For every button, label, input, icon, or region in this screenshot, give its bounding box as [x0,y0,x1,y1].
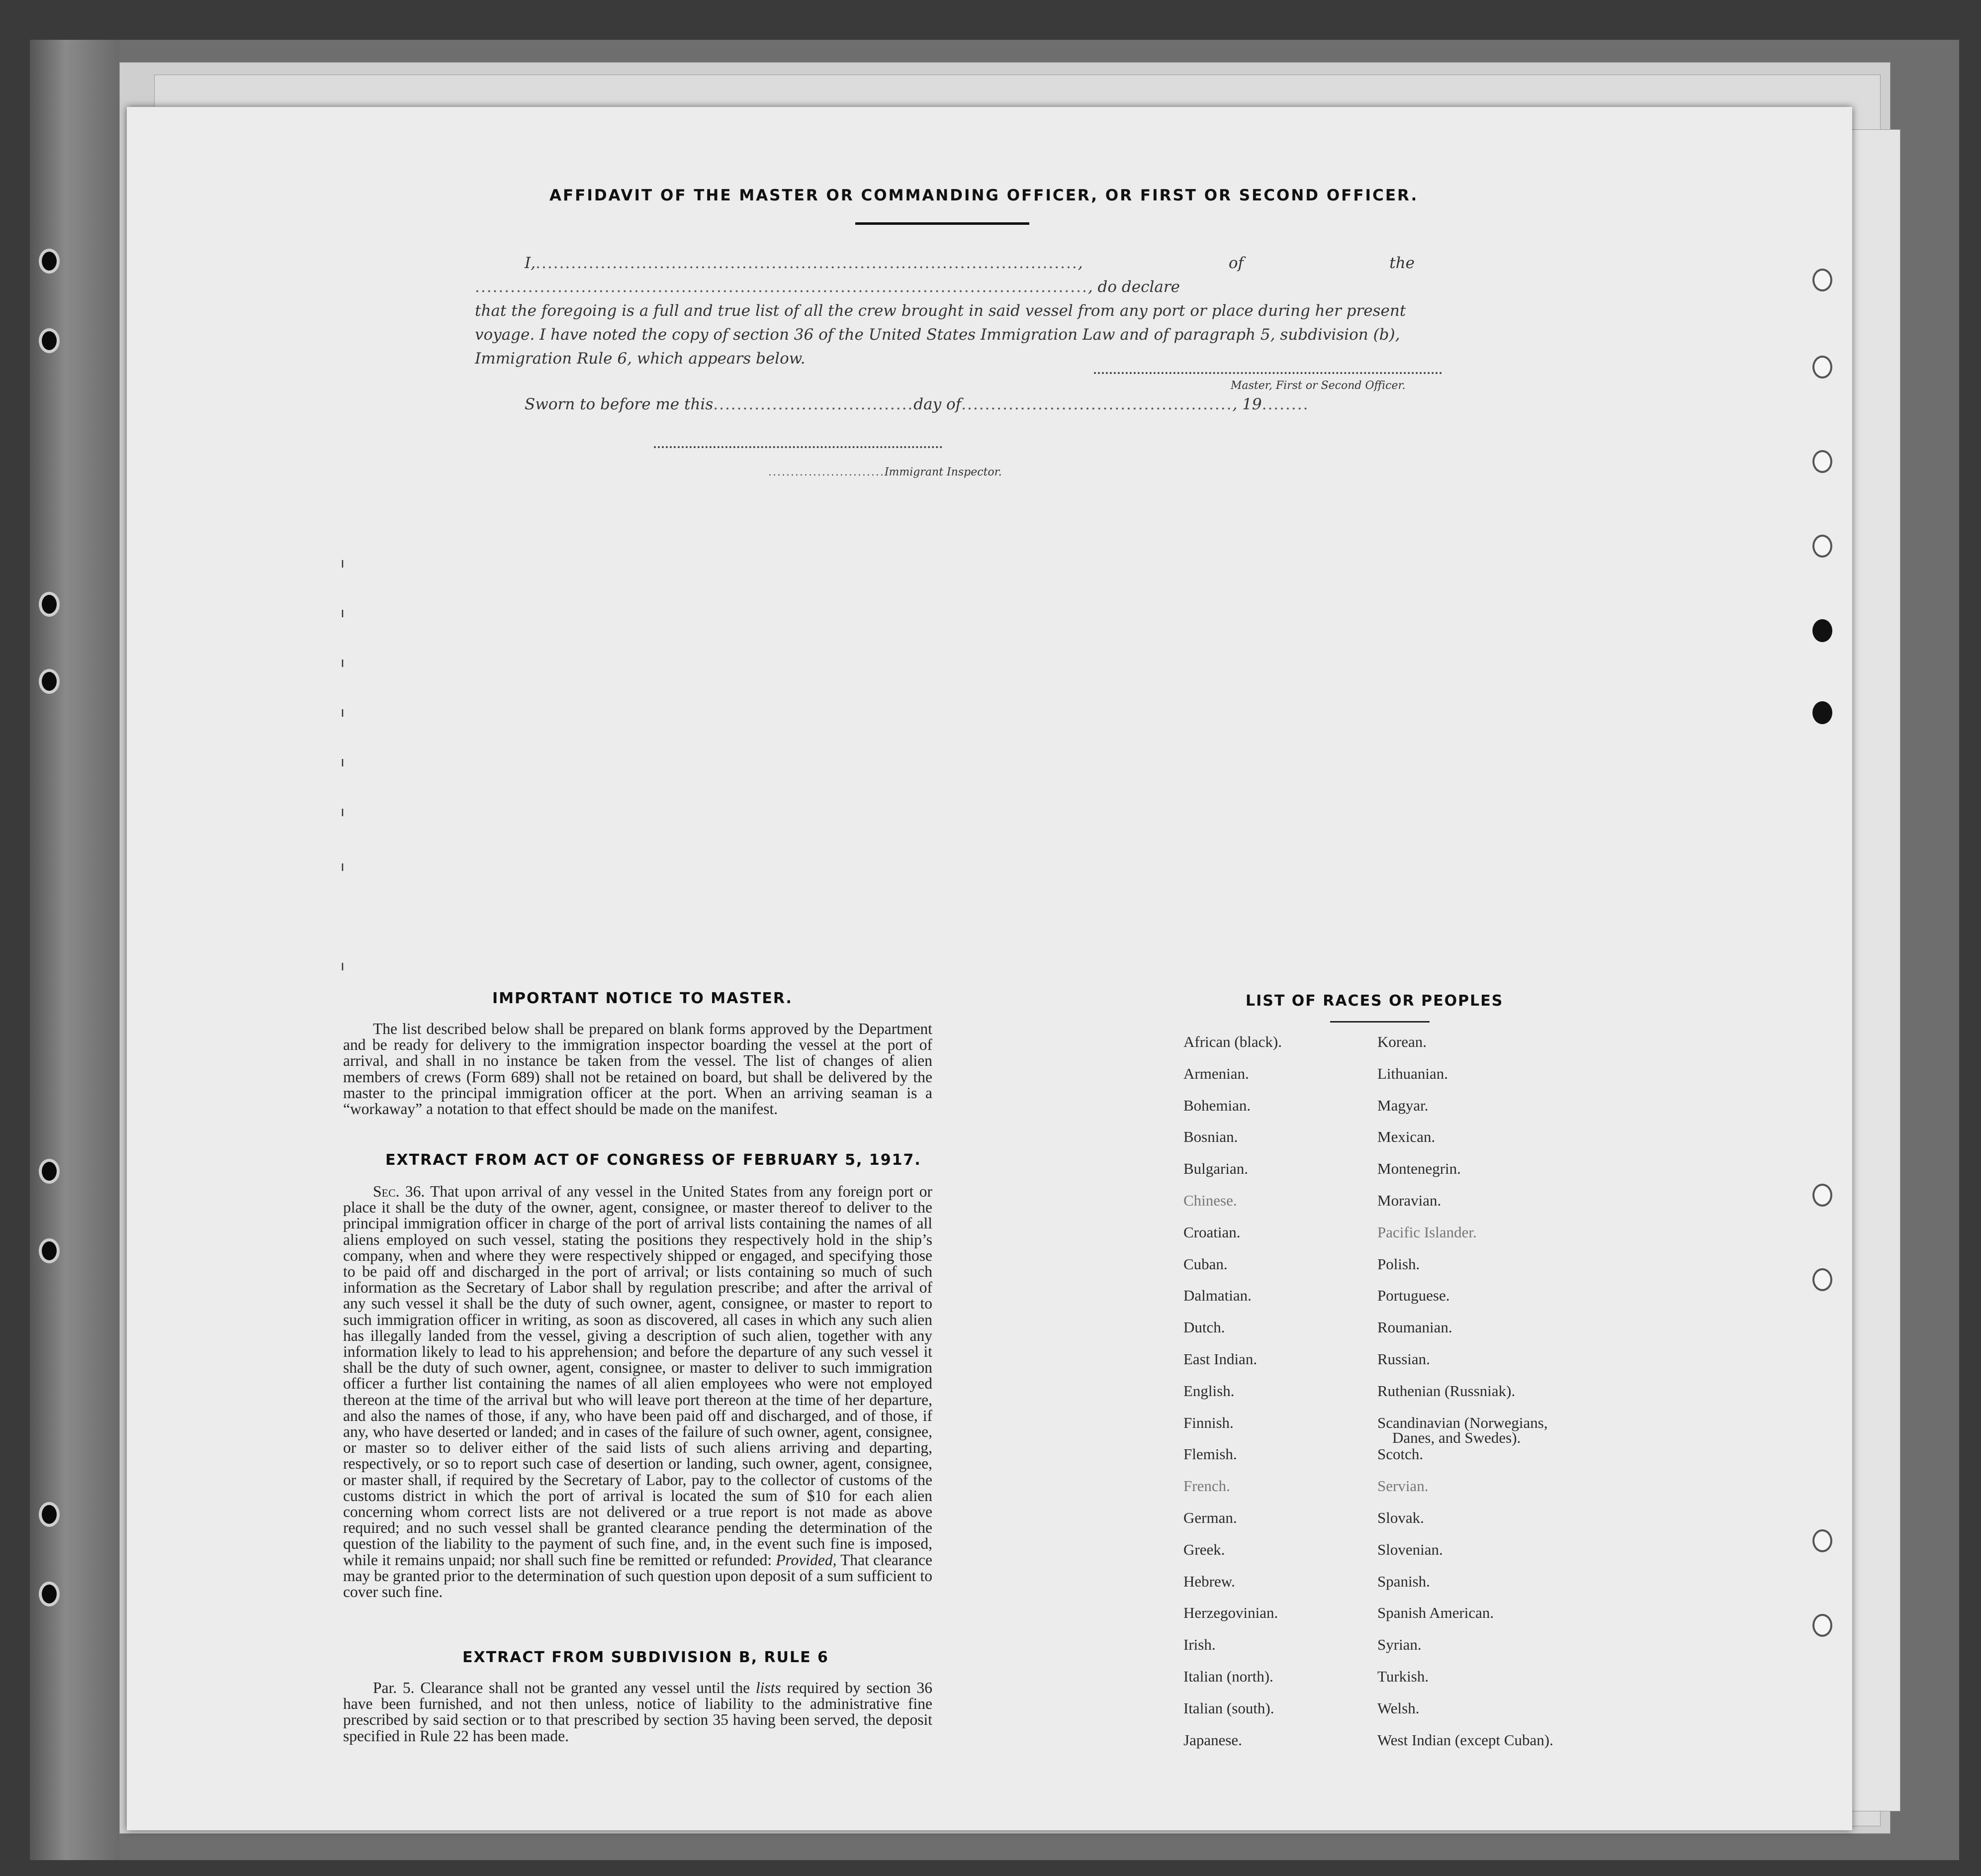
race-item: Dutch. [1183,1318,1225,1336]
name-blank: ............................................................................................ [536,254,1078,272]
affidavit-line3: voyage. I have noted the copy of section 36 of the United States Immigration Law and of paragraph 5, subdivision (b), [475,326,1400,344]
race-item: Portuguese. [1377,1287,1450,1305]
title-underline [855,222,1029,225]
race-item: Ruthenian (Russniak). [1377,1382,1516,1400]
vessel-blank: ........................................................................................................ [475,278,1088,296]
notice-title: IMPORTANT NOTICE TO MASTER. [492,990,793,1007]
crew-manifest-page [127,107,1852,1830]
race-item: Armenian. [1183,1064,1249,1082]
punch-hole [39,1238,60,1263]
race-item: Irish. [1183,1636,1216,1654]
race-item: Chinese. [1183,1192,1237,1209]
race-item: Finnish. [1183,1413,1234,1431]
race-item: Bohemian. [1183,1096,1251,1114]
extract-act-text [343,1184,932,1600]
race-item: Flemish. [1183,1445,1237,1463]
extract-act-title: EXTRACT FROM ACT OF CONGRESS OF FEBRUARY 5, 1917. [385,1151,921,1169]
sworn-month-blank: .............................................. [961,395,1233,413]
race-item: Greek. [1183,1540,1225,1558]
race-item: Scandinavian (Norwegians, [1377,1413,1548,1431]
master-signature-caption: Master, First or Second Officer. [1231,379,1406,392]
page-hole [1812,701,1832,724]
stray-mark: ı [341,803,345,820]
race-item: Scotch. [1377,1445,1424,1463]
race-item: Roumanian. [1377,1318,1452,1336]
sworn-day-of: day of [913,395,962,413]
race-item: Spanish. [1377,1572,1430,1590]
stray-mark: ı [341,555,345,571]
punch-hole [39,1159,60,1184]
sworn-year-blank: ........ [1261,395,1309,413]
page-hole [1812,356,1832,378]
races-title: LIST OF RACES OR PEOPLES [1246,992,1504,1010]
provided-word: Provided, [776,1551,837,1569]
affidavit-title: AFFIDAVIT OF THE MASTER OR COMMANDING OFFICER, OR FIRST OR SECOND OFFICER. [549,187,1419,204]
races-title-underline [1330,1021,1430,1023]
race-item: Italian (south). [1183,1699,1274,1717]
inspector-signature-line [654,446,942,448]
race-item: Moravian. [1377,1192,1441,1209]
race-item: Lithuanian. [1377,1064,1448,1082]
page-hole [1812,450,1832,473]
extract-act-text-b: That clearance may be granted prior to the determination of such question upon deposit of a sum sufficient to cover such fine. [343,1551,932,1601]
punch-hole [39,249,60,274]
race-item: Dalmatian. [1183,1287,1252,1305]
affidavit-declare: , do declare [1087,278,1180,296]
race-item: Croatian. [1183,1223,1241,1241]
race-item: Pacific Islander. [1377,1223,1477,1241]
page-hole [1812,1529,1832,1552]
race-item: Cuban. [1183,1255,1228,1273]
page-hole [1812,1268,1832,1291]
punch-hole [39,1582,60,1606]
page-hole [1812,269,1832,291]
affidavit-line4: Immigration Rule 6, which appears below. [475,350,806,368]
race-item: Russian. [1377,1350,1430,1368]
inspector-caption-row: ..........................Immigrant Inspector. [768,466,1002,478]
affidavit-of-the: , of the [1078,254,1415,272]
race-item: Turkish. [1377,1668,1429,1685]
punch-hole [39,1502,60,1527]
punch-hole [39,328,60,353]
sworn-text: Sworn to before me this [525,395,714,413]
page-hole [1812,619,1832,642]
extract-rule-text [343,1680,932,1744]
sworn-line [525,395,1309,413]
affidavit-line2: that the foregoing is a full and true list of all the crew brought in said vessel from any port or place during her present [475,302,1406,320]
race-item: Servian. [1377,1477,1429,1495]
page-hole [1812,1184,1832,1207]
race-item: Polish. [1377,1255,1420,1273]
extract-rule-title: EXTRACT FROM SUBDIVISION B, RULE 6 [462,1649,829,1666]
section-label: Sec. 36. [373,1183,425,1200]
race-item: Slovak. [1377,1509,1424,1526]
race-item: Italian (north). [1183,1668,1273,1685]
race-item: Syrian. [1377,1636,1422,1654]
stray-mark: ı [341,654,345,670]
race-item: Japanese. [1183,1731,1242,1749]
race-item: English. [1183,1382,1235,1400]
stray-mark: ı [341,704,345,720]
extract-act-text-a: That upon arrival of any vessel in the United States from any foreign port or place it shall be the duty of the owner, agent, consignee, or master thereof to deliver to the principal immigration officer in charge of the port of arrival lists containing the names of all aliens employed on such vessel, stating the positions they respectively hold in the ship’s company, when and where they were respectively shipped or engaged, and specifying those to be paid off and discharged in the port of arrival; or lists containing so much of such information as the Secretary of Labor shall by regulation prescribe; and after the arrival of any such vessel it shall be the duty of such owner, agent, consignee, or master to report to such immigration officer in writing, as soon as discovered, all cases in which any such alien has illegally landed from the vessel, giving a description of such alien, together with any information likely to lead to his apprehension; and before the departure of any such vessel it shall be the duty of such owner, agent, consignee, or master to deliver to such immigration officer a further list containing the names of all alien employees who were not employed thereon at the time of the arrival but who will leave port thereon at the time of her departure, and also the names of those, if any, who have been paid off and discharged, and of those, if any, who have deserted or landed; and in cases of the failure of such owner, agent, consignee, or master so to deliver either of the said lists of such aliens arriving and departing, respectively, or so to report such case of desertion or landing, such owner, agent, consignee, or master shall, if required by the Secretary of Labor, pay to the collector of customs of the customs district in which the port of arrival is located the sum of $10 for each alien concerning whom correct lists are not delivered or a true report is not made as above required; and no such vessel shall be granted clearance pending the determination of the question of the liability to the payment of such fine, and, in the event such fine is imposed, while it remains unpaid; nor shall such fine be remitted or refunded: [343,1183,932,1569]
race-item: Slovenian. [1377,1540,1443,1558]
extract-rule-text-a: Par. 5. Clearance shall not be granted any vessel until the [373,1679,750,1696]
page-hole [1812,1614,1832,1637]
master-signature-line [1094,372,1442,374]
race-item: Herzegovinian. [1183,1604,1278,1622]
race-item: Bosnian. [1183,1128,1238,1146]
affidavit-body [475,251,1415,371]
race-item: African (black). [1183,1033,1282,1050]
race-item: Magyar. [1377,1096,1429,1114]
affidavit-i: I, [525,254,536,272]
notice-text: The list described below shall be prepared on blank forms approved by the Department and be ready for delivery to the immigration inspector boarding the vessel at the port of arrival, and shall in no instance be taken from the vessel. The list of changes of alien members of crews (Form 689) shall not be retained on board, but shall be delivered by the master to the principal immigration officer at the port. When an arriving seaman is a “workaway” a notation to that effect should be made on the manifest. [343,1020,932,1118]
stray-mark: ı [341,604,345,621]
race-item: Bulgarian. [1183,1160,1248,1178]
inspector-caption: Immigrant Inspector. [884,466,1002,478]
race-item: West Indian (except Cuban). [1377,1731,1553,1749]
stray-mark: ı [341,858,345,874]
stray-mark: ı [341,957,345,974]
punch-hole [39,592,60,617]
page-hole [1812,535,1832,558]
race-item: Welsh. [1377,1699,1420,1717]
sworn-day-blank: .................................. [713,395,914,413]
lists-word: lists [755,1679,781,1696]
stray-mark: ı [341,753,345,770]
race-item: Montenegrin. [1377,1160,1461,1178]
extract-rule-text-b: required by section 36 have been furnished, and not then unless, notice of liability to the administrative fine prescribed by said section or to that prescribed by section 35 having been served, the deposit specified in Rule 22 has been made. [343,1679,933,1745]
race-item: Hebrew. [1183,1572,1235,1590]
race-item: Spanish American. [1377,1604,1494,1622]
race-item-continuation: Danes, and Swedes). [1392,1428,1521,1446]
punch-hole [39,669,60,694]
race-item: Korean. [1377,1033,1427,1050]
race-item: Mexican. [1377,1128,1436,1146]
race-item: East Indian. [1183,1350,1258,1368]
sworn-year: , 19 [1232,395,1262,413]
race-item: German. [1183,1509,1237,1526]
race-item: French. [1183,1477,1230,1495]
